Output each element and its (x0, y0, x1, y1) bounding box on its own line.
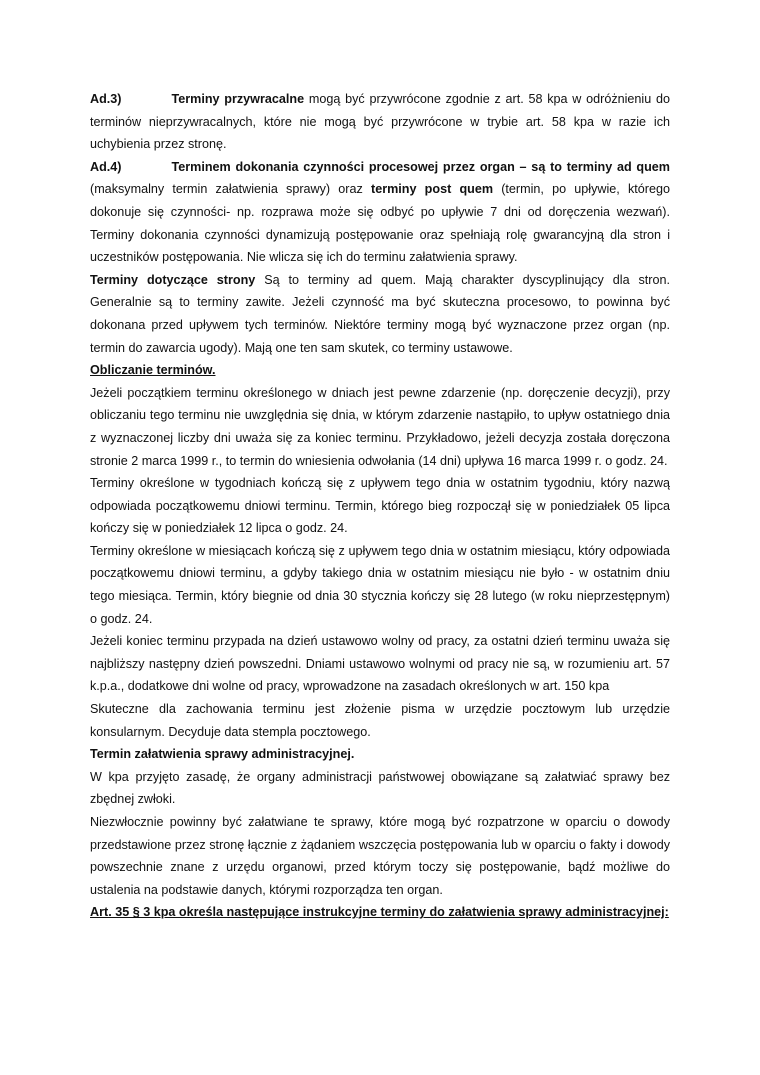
paragraph-ad3 (90, 88, 670, 156)
paragraph-dni: Jeżeli początkiem terminu określonego w dniach jest pewne zdarzenie (np. doręczenie decyzji), przy obliczaniu tego terminu nie uwzględnia się dnia, w którym zdarzenie nastąpiło, to upływ ostatniego dnia z wyznaczonej liczby dni uważa się za koniec terminu. Przykładowo, jeżeli decyzja została doręczona stronie 2 marca 1999 r., to termin do wniesienia odwołania (14 dni) upływa 16 marca 1999 r. o godz. 24. (90, 385, 670, 468)
art35-heading-text: Art. 35 § 3 kpa określa następujące instrukcyjne terminy do załatwienia sprawy administracyjnej: (90, 905, 669, 920)
ad3-label: Ad.3) (90, 92, 122, 106)
ad4-label: Ad.4) (90, 159, 122, 174)
ad4-term-ad-quem: terminy ad quem (566, 159, 670, 174)
ad4-text-2: (termin, po upływie, którego dokonuje się czynności- np. rozprawa może się odbyć po upływie 7 dni od doręczenia wezwań). Terminy dokonania czynności dynamizują postępowanie oraz spełniają rolę gwarancyjną dla stron i uczestników postępowania. Nie wlicza się ich do terminu załatwienia sprawy. (90, 182, 670, 265)
paragraph-niezwlocznie: Niezwłocznie powinny być załatwiane te sprawy, które mogą być rozpatrzone w oparciu o dowody przedstawione przez stronę łącznie z żądaniem wszczęcia postępowania lub w oparciu o fakty i dowody powszechnie znane z urzędu organowi, przed którym toczy się postępowanie, bądź możliwe do ustalenia na podstawie danych, którymi rozporządza ten organ. (90, 815, 670, 897)
paragraph-ad4 (90, 156, 670, 269)
ad4-term: Terminem dokonania czynności procesowej przez organ (171, 159, 515, 174)
document-page (90, 88, 670, 924)
heading-obliczanie (90, 359, 670, 382)
paragraph-skuteczne: Skuteczne dla zachowania terminu jest złożenie pisma w urzędzie pocztowym lub urzędzie konsularnym. Decyduje data stempla pocztowego. (90, 702, 670, 739)
paragraph-wolny: Jeżeli koniec terminu przypada na dzień ustawowo wolny od pracy, za ostatni dzień terminu uważa się najbliższy następny dzień powszedni. Dniami ustawowo wolnymi od pracy nie są, w rozumieniu art. 57 k.p.a., dodatkowe dni wolne od pracy, wprowadzone na zasadach określonych w art. 150 kpa (90, 634, 670, 694)
ad3-text: mogą być przywrócone zgodnie z art. 58 kpa w odróżnieniu do terminów nieprzywracalnych, które nie mogą być przywrócone w trybie art. 58 kpa w razie ich uchybienia przez stronę. (90, 92, 670, 152)
ad3-term: Terminy przywracalne (171, 92, 305, 106)
paragraph-zasada: W kpa przyjęto zasadę, że organy administracji państwowej obowiązane są załatwiać sprawy bez zbędnej zwłoki. (90, 769, 670, 807)
heading-zalatwienie (90, 743, 670, 766)
strona-term: Terminy dotyczące strony (90, 272, 256, 287)
paragraph-strona (90, 269, 670, 359)
strona-text: Są to terminy ad quem. Mają charakter dyscyplinujący dla stron. Generalnie są to terminy zawite. Jeżeli czynność ma być skuteczna procesowo, to powinna być dokonana przed upływem tych terminów. Niektóre terminy mogą być wyznaczone przez organ (np. termin do zawarcia ugody). Mają one ten sam skutek, co terminy ustawowe. (90, 272, 670, 355)
zalatwienie-heading-text: Termin załatwienia sprawy administracyjnej. (90, 747, 355, 762)
paragraph-tygodnie: Terminy określone w tygodniach kończą się z upływem tego dnia w ostatnim tygodniu, który nazwą odpowiada początkowemu dniowi terminu. Termin, którego bieg rozpoczął się w poniedziałek 05 lipca kończy się w poniedziałek 12 lipca o godz. 24. (90, 476, 670, 536)
ad4-dash: – są to (514, 159, 567, 174)
ad4-term-post-quem: terminy post quem (371, 182, 494, 197)
ad4-text-1: (maksymalny termin załatwienia sprawy) oraz (90, 182, 371, 197)
obliczanie-heading-text: Obliczanie terminów. (90, 363, 216, 378)
heading-art35 (90, 901, 670, 924)
paragraph-miesiace: Terminy określone w miesiącach kończą się z upływem tego dnia w ostatnim miesiącu, który odpowiada początkowemu dniowi terminu, a gdyby takiego dnia w ostatnim miesiącu nie było - w ostatnim dniu tego miesiąca. Termin, który biegnie od dnia 30 stycznia kończy się 28 lutego (w roku nieprzestępnym) o godz. 24. (90, 543, 670, 626)
